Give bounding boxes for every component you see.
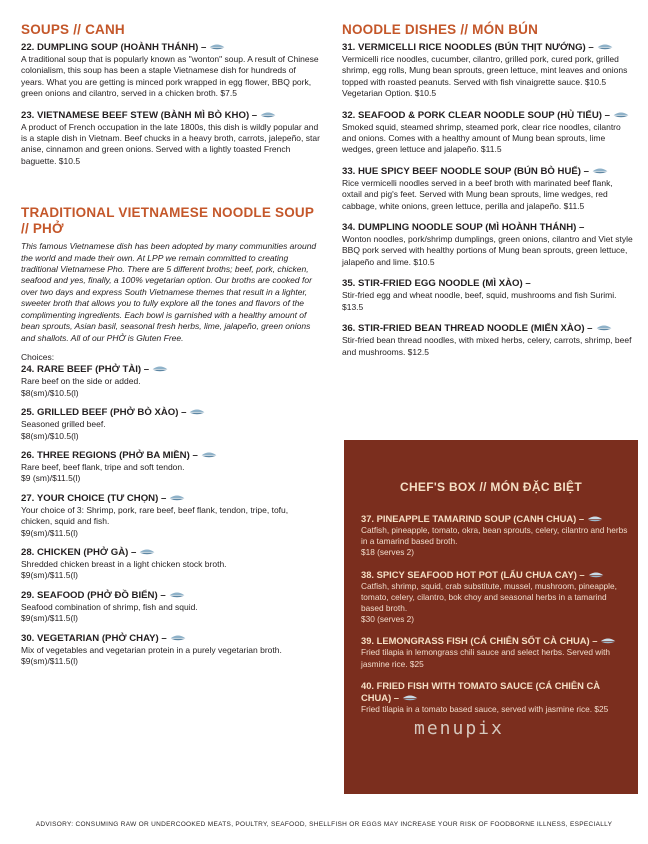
noodles-list <box>342 42 634 358</box>
item-price: $18 (serves 2) <box>361 547 415 558</box>
item-description: Catfish, shrimp, squid, crab substitute, mussel, mushroom, pineapple, tomato, celery, cilantro, bok choy and seasonal herbs in a tamarind based broth. <box>361 580 617 614</box>
item-price: $30 (serves 2) <box>361 614 415 625</box>
noodles-heading: NOODLE DISHES // MÓN BÚN <box>342 22 539 37</box>
bowl-icon <box>613 111 629 119</box>
soups-list <box>21 42 321 167</box>
item-price: $9(sm)/$11.5(l) <box>21 570 78 581</box>
menu-item-37 <box>361 513 631 559</box>
menu-item-36 <box>342 323 634 358</box>
menu-item-29 <box>21 590 321 625</box>
menu-item-31 <box>342 42 634 100</box>
item-description: Wonton noodles, pork/shrimp dumplings, green onions, cilantro and Viet style BBQ pork served with healthy portions of Mung bean sprouts, green lettuce, jalapeño and lime. $10.5 <box>342 234 633 267</box>
item-title: 29. SEAFOOD (PHỞ ĐỒ BIỂN) – <box>21 589 166 601</box>
item-title: 24. RARE BEEF (PHỞ TÀI) – <box>21 364 150 376</box>
item-title: 38. SPICY SEAFOOD HOT POT (LẨU CHUA CAY) – <box>361 568 585 580</box>
menu-item-25 <box>21 407 321 442</box>
item-description: Mix of vegetables and vegetarian protein in a purely vegetarian broth. <box>21 644 282 655</box>
pho-heading: TRADITIONAL VIETNAMESE NOODLE SOUP // PHỞ <box>21 205 314 237</box>
item-price: $8(sm)/$10.5(l) <box>21 430 79 441</box>
menu-item-26 <box>21 450 321 485</box>
item-description: Shredded chicken breast in a light chicken stock broth. <box>21 558 227 569</box>
item-title: 28. CHICKEN (PHỞ GÀ) – <box>21 546 137 558</box>
menu-item-30 <box>21 633 321 668</box>
item-description: A product of French occupation in the late 1800s, this dish is wildly popular and is a staple dish in Vietnam. Beef chucks in a heavy broth, carrots, jalepeño, star anise, cinnamon and green onions. Served with a lightly toasted French baguette. $10.5 <box>21 121 320 166</box>
item-title: 26. THREE REGIONS (PHỞ BA MIỀN) – <box>21 449 198 461</box>
menu-item-40 <box>361 680 631 715</box>
item-title: 32. SEAFOOD & PORK CLEAR NOODLE SOUP (HỦ TIẾU) – <box>342 109 610 121</box>
item-title: 37. PINEAPPLE TAMARIND SOUP (CANH CHUA) – <box>361 513 585 524</box>
item-price: $9(sm)/$11.5(l) <box>21 613 78 624</box>
soups-heading: SOUPS // CANH <box>21 22 125 37</box>
bowl-icon <box>201 451 217 459</box>
menu-item-28 <box>21 547 321 582</box>
item-title: 25. GRILLED BEEF (PHỞ BÒ XÀO) – <box>21 407 187 419</box>
left-column <box>21 22 321 675</box>
item-price: $8(sm)/$10.5(l) <box>21 387 79 398</box>
menu-item-32 <box>342 110 634 156</box>
bowl-icon <box>209 43 225 51</box>
item-title: 30. VEGETARIAN (PHỞ CHAY) – <box>21 632 167 644</box>
bowl-icon <box>587 514 603 522</box>
bowl-icon <box>597 43 613 51</box>
menu-item-39 <box>361 635 631 669</box>
item-title: 33. HUE SPICY BEEF NOODLE SOUP (BÚN BÒ HUẾ) – <box>342 165 589 177</box>
menu-item-35 <box>342 278 634 313</box>
right-column <box>342 22 634 368</box>
menu-item-34 <box>342 222 634 268</box>
item-title: 39. LEMONGRASS FISH (CÁ CHIÊN SỐT CÀ CHUA) – <box>361 635 598 647</box>
item-title: 35. STIR-FRIED EGG NOODLE (MÌ XÀO) – <box>342 278 531 290</box>
item-price: $9(sm)/$11.5(l) <box>21 656 78 666</box>
menu-item-27 <box>21 493 321 539</box>
bowl-icon <box>189 408 205 416</box>
item-description: Seafood combination of shrimp, fish and squid. <box>21 601 198 612</box>
item-price: $9 (sm)/$11.5(l) <box>21 473 81 484</box>
chefs-box <box>344 440 638 794</box>
item-title: 23. VIETNAMESE BEEF STEW (BÀNH MÌ BÒ KHO) – <box>21 109 258 121</box>
menu-item-33 <box>342 166 634 212</box>
item-description: Catfish, pineapple, tomato, okra, bean sprouts, celery, cilantro and herbs in a tamarind based broth. <box>361 525 628 547</box>
item-description: Stir-fried egg and wheat noodle, beef, squid, mushrooms and fish Surimi. $13.5 <box>342 290 617 312</box>
bowl-icon <box>402 693 418 701</box>
bowl-icon <box>170 634 186 642</box>
item-title: 27. YOUR CHOICE (TƯ CHỌN) – <box>21 492 167 504</box>
item-title: 40. FRIED FISH WITH TOMATO SAUCE (CÁ CHIÊN CÀ CHUA) – <box>361 679 601 703</box>
bowl-icon <box>596 324 612 332</box>
item-title: 34. DUMPLING NOODLE SOUP (MÌ HOÀNH THÁNH) – <box>342 222 585 234</box>
item-description: A traditional soup that is popularly known as "wonton" soup. A result of Chinese colonialism, this soup has been a staple Vietnamese dish for hundreds of years. What you are getting is minced pork wrapped in egg flower, BBQ pork, green onions and cilantro, served in a chicken broth. $7.5 <box>21 54 319 99</box>
item-description: Seasoned grilled beef. <box>21 419 106 430</box>
menu-item-38 <box>361 569 631 626</box>
item-title: 22. DUMPLING SOUP (HOÀNH THÁNH) – <box>21 42 207 53</box>
item-description: Rare beef, beef flank, tripe and soft tendon. <box>21 461 185 472</box>
bowl-icon <box>139 548 155 556</box>
choices-label: Choices: <box>21 351 55 362</box>
menu-item-22 <box>21 42 321 100</box>
item-title: 31. VERMICELLI RICE NOODLES (BÚN THỊT NƯỚNG) – <box>342 42 594 53</box>
item-description: Smoked squid, steamed shrimp, steamed pork, clear rice noodles, cilantro and onions. Comes with a healthy amount of Mung bean sprouts, lime wedges, green lettuce and jalapeño. $11.5 <box>342 121 621 155</box>
bowl-icon <box>600 636 616 644</box>
item-description: Rare beef on the side or added. <box>21 376 141 387</box>
item-description: Fried tilapia in a tomato based sauce, served with jasmine rice. $25 <box>361 703 609 714</box>
pho-intro: This famous Vietnamese dish has been adopted by many communities around the world and made their own. At LPP we remain committed to creating traditional Vietnamese Pho. There are 5 different broths; beef, pork, chicken, seafood and yes, finally, a 100% vegetarian option. Our broths are cooked for over two days and express South Vietnamese themes that result in a lighter, sweeter broth that allows you to fully explore all the tones and flavors of the complimenting ingredients. Each bowl is garnished with a healthy amount of bean sprouts, Asian basil, seasonal fresh herbs, lime, jalapeño, green onions and shallots. All of our PHỞ is Gluten Free. <box>21 241 317 343</box>
item-price: $9(sm)/$11.5(l) <box>21 527 78 538</box>
item-description: Stir-fried bean thread noodles, with mixed herbs, celery, carrots, shrimp, beef and mushrooms. $12.5 <box>342 335 632 357</box>
advisory-footer: ADVISORY: CONSUMING RAW OR UNDERCOOKED MEATS, POULTRY, SEAFOOD, SHELLFISH OR EGGS MAY INCREASE YOUR RISK OF FOODBORNE ILLNESS, ESPECIALLY <box>35 821 613 828</box>
bowl-icon <box>588 570 604 578</box>
chefs-box-heading: CHEF'S BOX // MÓN ĐẶC BIỆT <box>400 480 582 494</box>
bowl-icon <box>592 167 608 175</box>
menupix-watermark: menupix <box>414 718 504 739</box>
chefs-box-list <box>361 513 631 725</box>
pho-list <box>21 352 321 668</box>
menu-item-23 <box>21 110 321 168</box>
item-description: Vermicelli rice noodles, cucumber, cilantro, grilled pork, cured pork, grilled shrimp, egg rolls, Mung bean sprouts, green lettuce, mint leaves and onions topped with roasted peanuts. Served with fish vinaigrette sauce. $10.5 Vegetarian Option. $10.5 <box>342 54 628 99</box>
bowl-icon <box>169 494 185 502</box>
item-description: Fried tilapia in lemongrass chili sauce and select herbs. Served with jasmine rice. $25 <box>361 647 611 669</box>
bowl-icon <box>260 111 276 119</box>
bowl-icon <box>152 365 168 373</box>
item-description: Your choice of 3: Shrimp, pork, rare beef, beef flank, tendon, tripe, tofu, chicken, squid and fish. <box>21 504 289 527</box>
item-description: Rice vermicelli noodles served in a beef broth with marinated beef flank, oxtail and pig's feet. Served with Mung bean sprouts, lime wedges, red cabbage, white onions, green lettuce, perilla and jalapeño. $11.5 <box>342 177 613 211</box>
menu-item-24 <box>21 364 321 399</box>
bowl-icon <box>169 591 185 599</box>
item-title: 36. STIR-FRIED BEAN THREAD NOODLE (MIẾN XÀO) – <box>342 323 593 335</box>
